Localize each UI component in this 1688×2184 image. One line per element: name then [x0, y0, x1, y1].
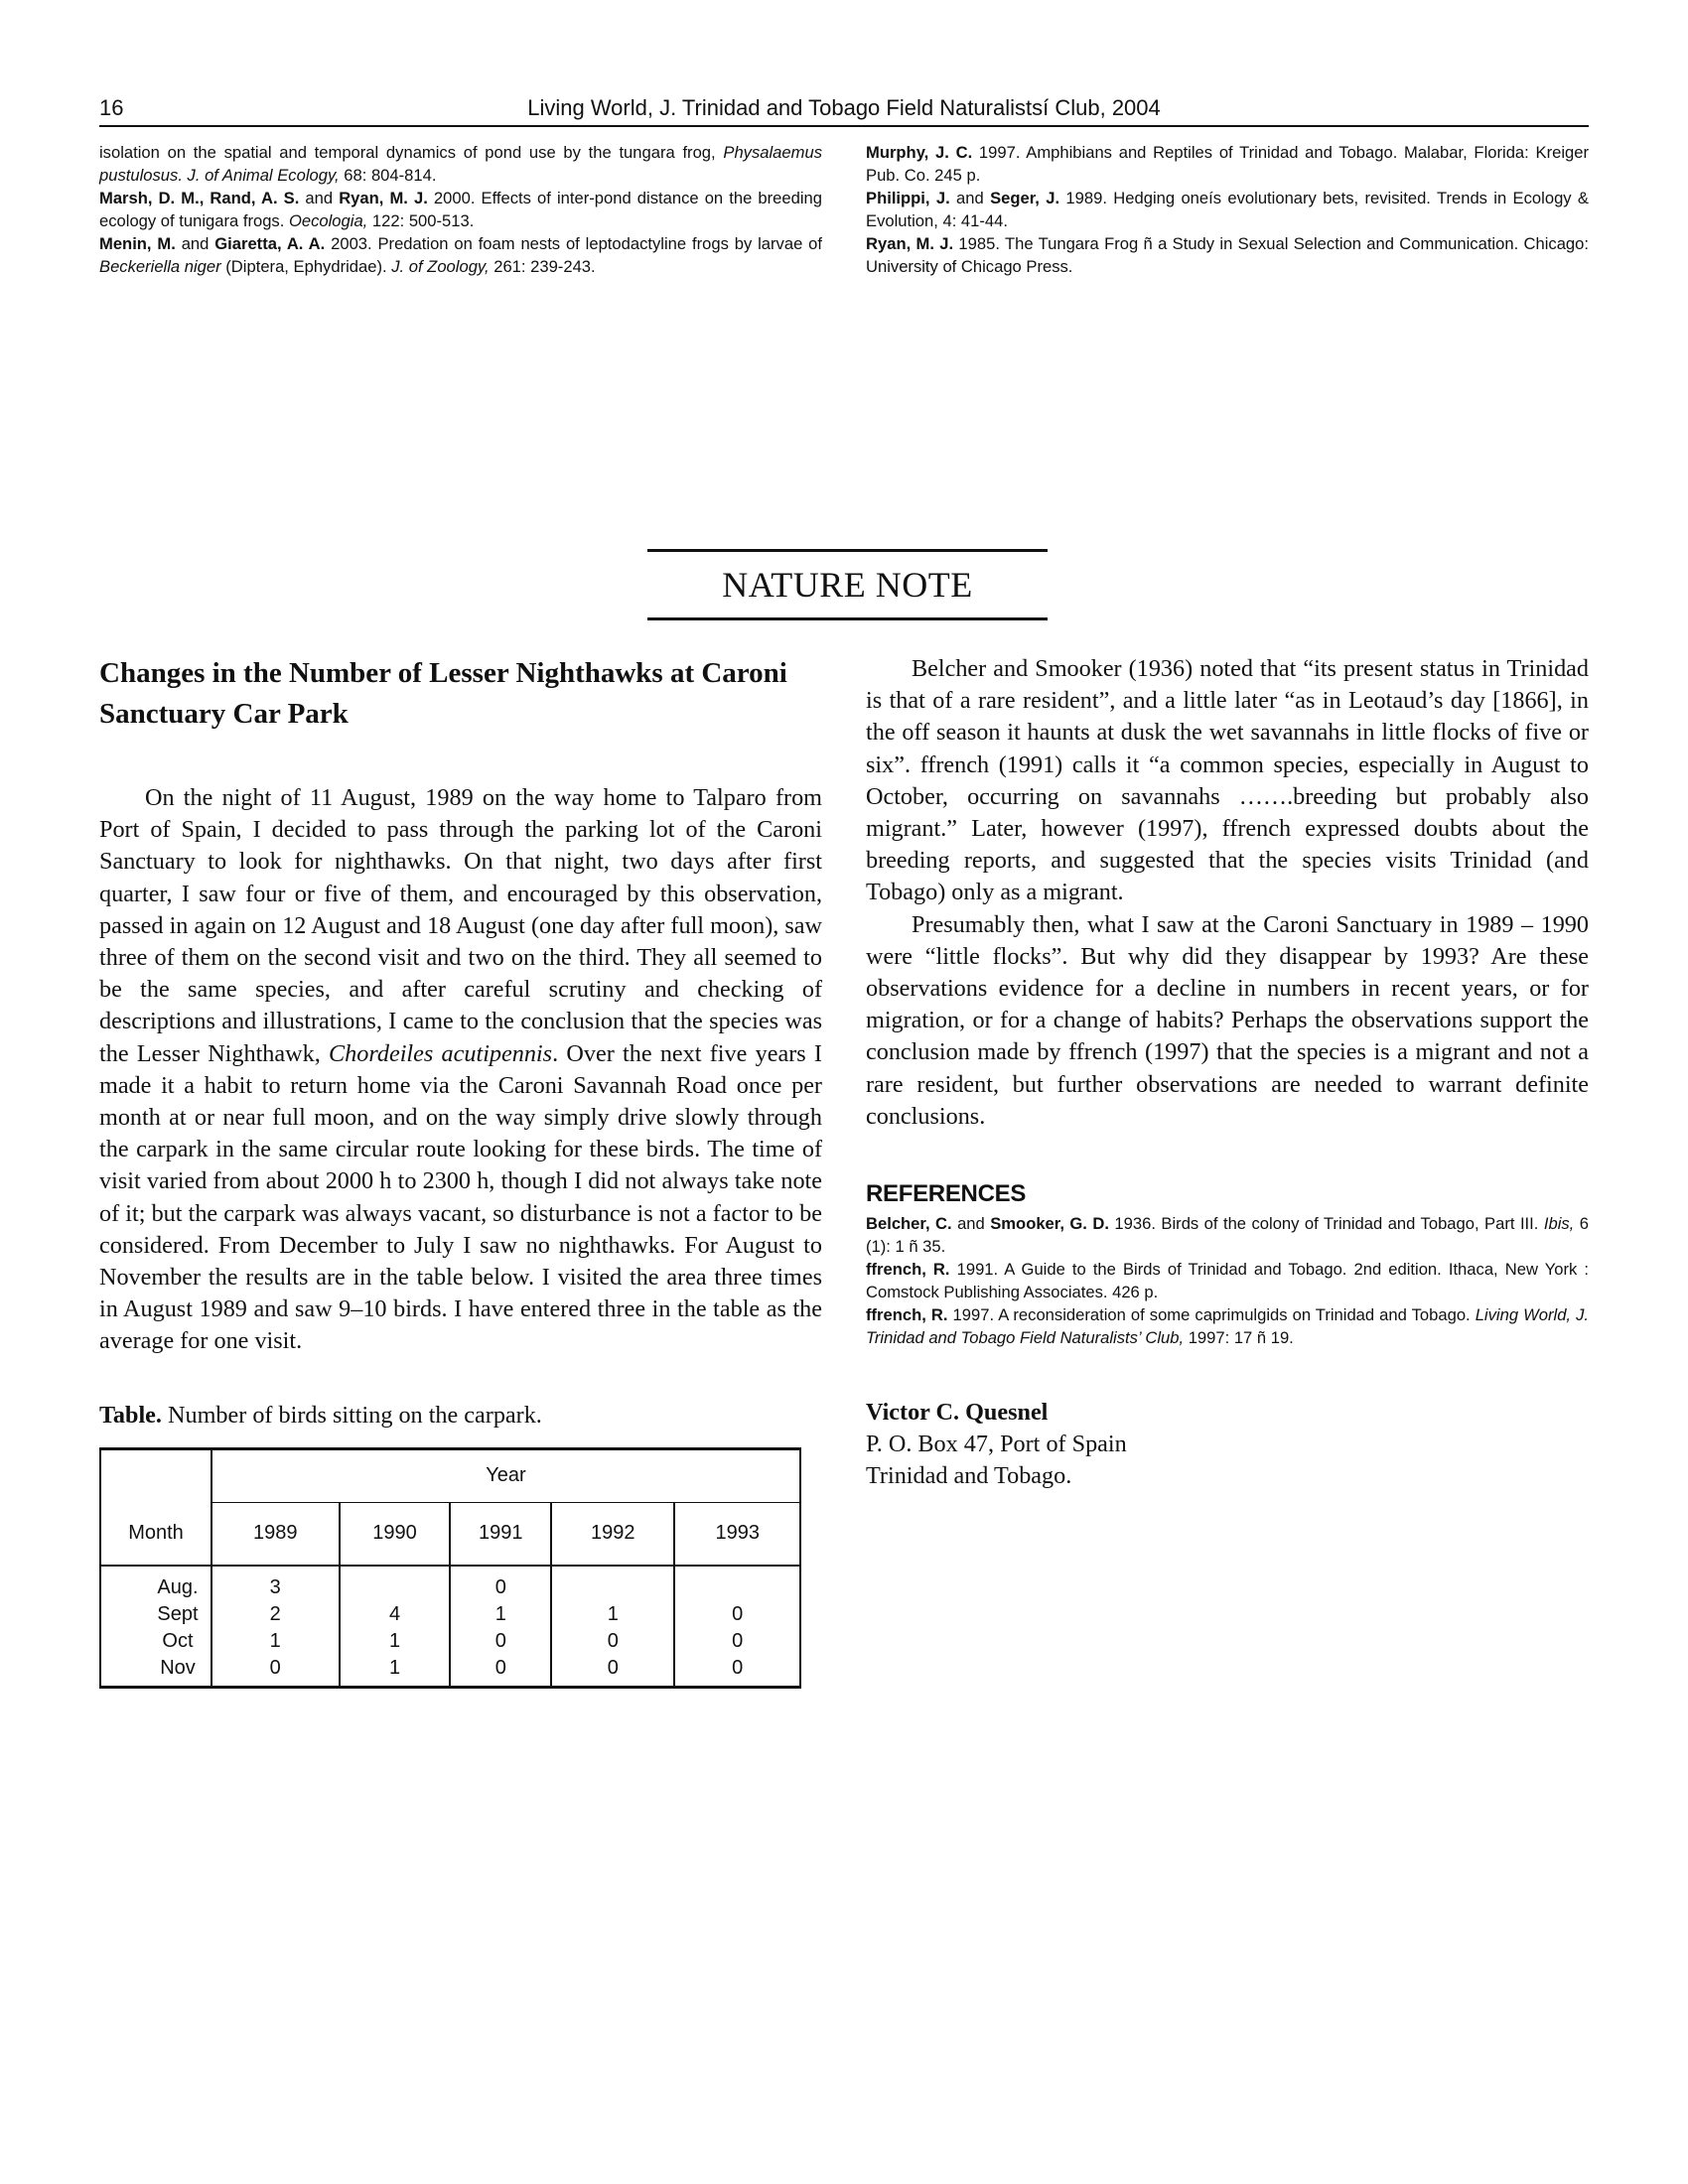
text-run: Beckeriella niger — [99, 257, 221, 276]
text-run: isolation on the spatial and temporal dynamics of pond use by the tungara frog, — [99, 143, 724, 162]
article-body-right — [866, 653, 1589, 1133]
reference-entry — [866, 187, 1589, 232]
count-cell: 0 — [674, 1628, 800, 1655]
count-cell: 1 — [450, 1601, 551, 1628]
year-header-1989: 1989 — [211, 1502, 340, 1566]
count-cell: 0 — [450, 1566, 551, 1601]
month-header-cell: Month — [100, 1448, 211, 1566]
article-right-column — [866, 653, 1589, 1492]
text-run: Giaretta, A. A. — [214, 234, 326, 253]
text-run: ffrench, R. — [866, 1305, 948, 1325]
journal-title: Living World, J. Trinidad and Tobago Field Naturalistsí Club, 2004 — [527, 95, 1161, 120]
count-cell: 0 — [551, 1655, 674, 1688]
count-cell — [340, 1566, 451, 1601]
article-title: Changes in the Number of Lesser Nighthawks at Caroni Sanctuary Car Park — [99, 657, 787, 730]
table-caption-text: Number of birds sitting on the carpark. — [161, 1401, 542, 1429]
text-run: Marsh, D. M., Rand, A. S. — [99, 189, 300, 207]
text-run: and — [175, 234, 215, 253]
continued-references-right — [866, 141, 1589, 278]
table-header-row — [100, 1448, 800, 1502]
month-cell: Nov — [100, 1655, 211, 1688]
reference-entry — [99, 232, 822, 278]
continued-references-left — [99, 141, 822, 278]
text-run: and — [299, 189, 340, 207]
month-cell: Sept — [100, 1601, 211, 1628]
text-run: 1997: 17 ñ 19. — [1184, 1328, 1294, 1348]
table-row — [100, 1566, 800, 1601]
text-run: 1997. Amphibians and Reptiles of Trinidad and Tobago. Malabar, Florida: Kreiger Pub. Co. 245 p. — [866, 143, 1589, 185]
article-left-column — [99, 653, 822, 1689]
text-run: and — [951, 1214, 991, 1234]
text-run: 1936. Birds of the colony of Trinidad and Tobago, Part III. — [1108, 1214, 1544, 1234]
text-run: Smooker, G. D. — [990, 1214, 1109, 1234]
year-header-1993: 1993 — [674, 1502, 800, 1566]
text-run: (Diptera, Ephydridae). — [220, 257, 392, 276]
author-block — [866, 1397, 1589, 1492]
text-run: 6 (1): 1 ñ 35. — [866, 1214, 1589, 1257]
author-name: Victor C. Quesnel — [866, 1399, 1049, 1427]
reference-entry — [866, 232, 1589, 278]
table-row — [100, 1655, 800, 1688]
reference-entry — [866, 1212, 1589, 1258]
count-cell: 0 — [450, 1628, 551, 1655]
text-run: 2000. Effects of inter-pond distance on the breeding ecology of tunigara frogs. — [99, 189, 822, 230]
text-run: Seger, J. — [990, 189, 1060, 207]
text-run: Presumably then, what I saw at the Caroni Sanctuary in 1989 – 1990 were “little flocks”. But why did they disappear by 1993? Are these observations evidence for a decline in numbers in recent years, or for migration, or for a change of habits? Perhaps the observations support the conclusion made by ffrench (1997) that the species is a migrant and not a rare resident, but further observations are needed to warrant definite conclusions. — [866, 910, 1589, 1130]
body-paragraph — [866, 909, 1589, 1133]
text-run: Chordeiles acutipennis — [329, 1039, 553, 1067]
count-cell — [674, 1566, 800, 1601]
table-caption-label: Table. — [99, 1401, 162, 1429]
table-row — [100, 1601, 800, 1628]
count-cell: 1 — [211, 1628, 340, 1655]
reference-entry — [99, 141, 822, 187]
table-caption — [99, 1402, 822, 1430]
body-paragraph — [99, 782, 822, 1358]
birds-table — [99, 1447, 801, 1689]
references-list — [866, 1212, 1589, 1349]
count-cell — [551, 1566, 674, 1601]
body-paragraph — [866, 653, 1589, 909]
page-number: 16 — [99, 95, 124, 120]
text-run: Living World, J. Trinidad and Tobago Field Naturalists’ Club, — [866, 1305, 1589, 1348]
article-body-left — [99, 782, 822, 1358]
month-cell: Oct — [100, 1628, 211, 1655]
count-cell: 1 — [340, 1628, 451, 1655]
year-group-header: Year — [211, 1448, 800, 1502]
text-run: ffrench, R. — [866, 1260, 950, 1280]
reference-entry — [866, 141, 1589, 187]
text-run: 68: 804-814. — [339, 166, 437, 185]
count-cell: 0 — [674, 1655, 800, 1688]
count-cell: 4 — [340, 1601, 451, 1628]
count-cell: 3 — [211, 1566, 340, 1601]
year-header-1990: 1990 — [340, 1502, 451, 1566]
table-row — [100, 1628, 800, 1655]
text-run: J. of Zoology, — [391, 257, 490, 276]
count-cell: 0 — [450, 1655, 551, 1688]
count-cell: 1 — [551, 1601, 674, 1628]
author-address-line1: P. O. Box 47, Port of Spain — [866, 1431, 1127, 1458]
text-run: 122: 500-513. — [367, 211, 475, 230]
reference-entry — [866, 1258, 1589, 1303]
count-cell: 0 — [211, 1655, 340, 1688]
text-run: Physalaemus pustulosus. J. of Animal Ecology, — [99, 143, 822, 185]
text-run: Murphy, J. C. — [866, 143, 973, 162]
month-cell: Aug. — [100, 1566, 211, 1601]
text-run: 1991. A Guide to the Birds of Trinidad and Tobago. 2nd edition. Ithaca, New York : Comstock Publishing Associates. 426 p. — [866, 1260, 1589, 1302]
text-run: 1997. A reconsideration of some caprimulgids on Trinidad and Tobago. — [947, 1305, 1476, 1325]
text-run: and — [949, 189, 991, 207]
reference-entry — [866, 1303, 1589, 1349]
text-run: . Over the next five years I made it a habit to return home via the Caroni Savannah Road once per month at or near full moon, and on the way simply drive slowly through the carpark in the same circular route looking for these birds. The time of visit varied from about 2000 h to 2300 h, though I did not always take note of it; but the carpark was always vacant, so disturbance is not a factor to be considered. From December to July I saw no nighthawks. For August to November the results are in the table below. I visited the area three times in August 1989 and saw 9–10 birds. I have entered three in the table as the average for one visit. — [99, 1039, 822, 1355]
text-run: 1989. Hedging oneís evolutionary bets, revisited. Trends in Ecology & Evolution, 4: 41-44. — [866, 189, 1589, 230]
text-run: Ryan, M. J. — [866, 234, 954, 253]
running-header — [99, 95, 1589, 127]
text-run: Belcher, C. — [866, 1214, 952, 1234]
author-address-line2: Trinidad and Tobago. — [866, 1462, 1072, 1490]
text-run: 2003. Predation on foam nests of leptodactyline frogs by larvae of — [325, 234, 823, 253]
section-label-box — [647, 549, 1048, 620]
text-run: Oecologia, — [288, 211, 368, 230]
year-header-1992: 1992 — [551, 1502, 674, 1566]
text-run: Ibis, — [1543, 1214, 1575, 1234]
text-run: 261: 239-243. — [489, 257, 596, 276]
text-run: Belcher and Smooker (1936) noted that “its present status in Trinidad is that of a rare resident”, and a little later “as in Leotaud’s day [1866], in the off season it haunts at dusk the wet savannahs in little flocks of five or six”. ffrench (1991) calls it “a common species, especially in August to October, occurring on savannahs …….breeding but probably also migrant.” Later, however (1997), ffrench expressed doubts about the breeding reports, and suggested that the species visits Trinidad (and Tobago) only as a migrant. — [866, 655, 1589, 906]
text-run: Menin, M. — [99, 234, 176, 253]
reference-entry — [99, 187, 822, 232]
references-heading: REFERENCES — [866, 1180, 1027, 1208]
section-label: NATURE NOTE — [722, 565, 973, 605]
text-run: On the night of 11 August, 1989 on the way home to Talparo from Port of Spain, I decided to pass through the parking lot of the Caroni Sanctuary to look for nighthawks. On that night, two days after first quarter, I saw four or five of them, and encouraged by this observation, passed in again on 12 August and 18 August (one day after full moon), saw three of them on the second visit and two on the third. They all seemed to be the same species, and after careful scrutiny and checking of descriptions and illustrations, I came to the conclusion that the species was the Lesser Nighthawk, — [99, 784, 822, 1067]
text-run: Philippi, J. — [866, 189, 950, 207]
text-run: Ryan, M. J. — [339, 189, 428, 207]
text-run: 1985. The Tungara Frog ñ a Study in Sexual Selection and Communication. Chicago: University of Chicago Press. — [866, 234, 1589, 276]
count-cell: 1 — [340, 1655, 451, 1688]
count-cell: 0 — [551, 1628, 674, 1655]
year-header-1991: 1991 — [450, 1502, 551, 1566]
count-cell: 2 — [211, 1601, 340, 1628]
count-cell: 0 — [674, 1601, 800, 1628]
